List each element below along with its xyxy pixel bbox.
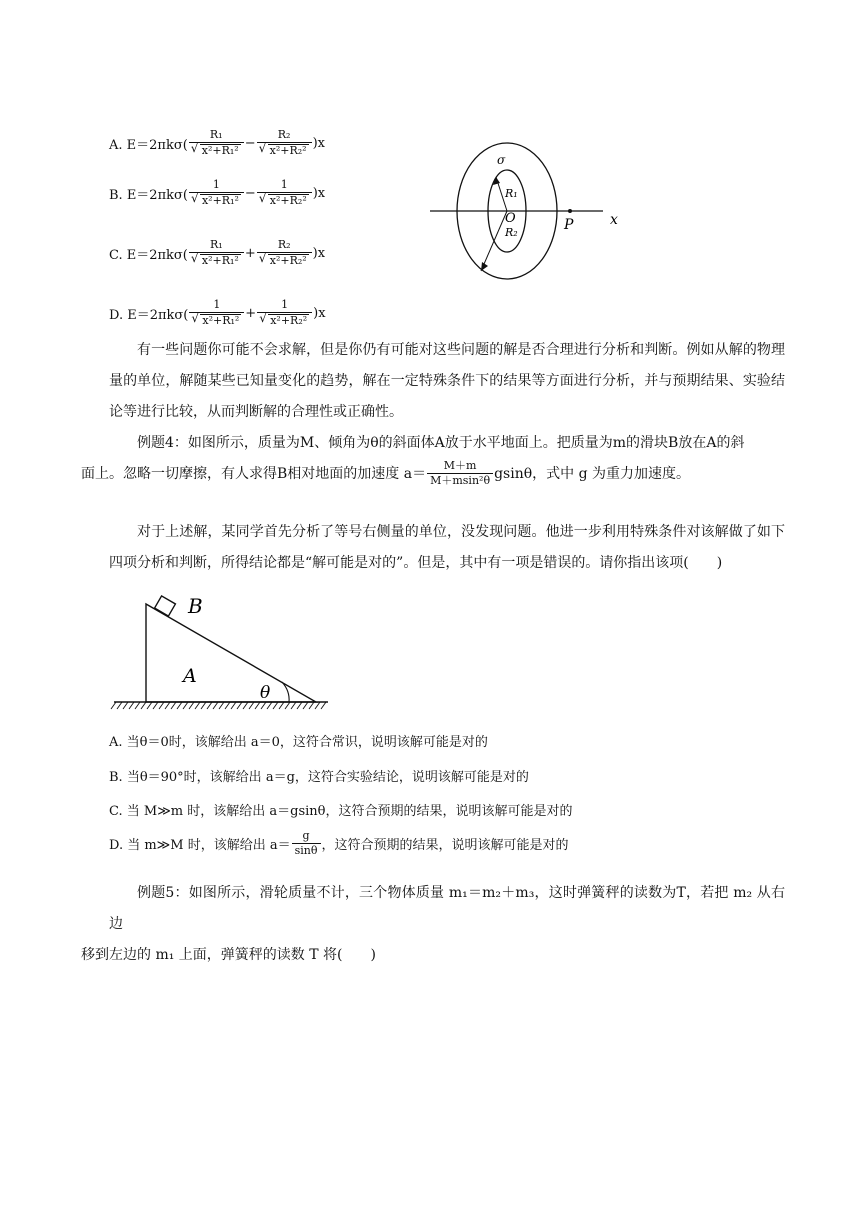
option-prefix: B. E＝2πkσ( bbox=[109, 187, 188, 203]
example5-paragraph bbox=[81, 878, 785, 971]
hatch-mark bbox=[261, 702, 266, 709]
term1-radicand: x²+R₁² bbox=[201, 143, 239, 157]
hatch-mark bbox=[183, 702, 188, 709]
term2-fraction bbox=[257, 179, 312, 207]
example4-line1: 例题4：如图所示，质量为M、倾角为θ的斜面体A放于水平地面上。把质量为m的滑块B放在A的斜 bbox=[137, 435, 745, 451]
hatch-mark bbox=[279, 702, 284, 709]
accel-numerator: M＋m bbox=[443, 459, 477, 473]
option-c bbox=[109, 233, 325, 273]
hatch-mark bbox=[165, 702, 170, 709]
accel-fraction bbox=[427, 460, 493, 487]
hatch-mark bbox=[297, 702, 302, 709]
choice-d-numerator: g bbox=[302, 829, 310, 842]
term1-fraction bbox=[189, 299, 244, 327]
hatch-mark bbox=[267, 702, 272, 709]
example4-line2-pre: 面上。忽略一切摩擦，有人求得B相对地面的加速度 a＝ bbox=[81, 466, 427, 482]
term1-denominator bbox=[189, 142, 244, 158]
term1-denominator bbox=[189, 192, 244, 208]
term1-fraction bbox=[189, 179, 244, 207]
analysis-paragraph: 对于上述解，某同学首先分析了等号右侧量的单位，没发现问题。他进一步利用特殊条件对该解做了如下四项分析和判断，所得结论都是“解可能是对的”。但是，其中有一项是错误的。请你指出该项( ) bbox=[109, 524, 785, 571]
term1-numerator: R₁ bbox=[209, 127, 223, 141]
term1-radicand: x²+R₁² bbox=[202, 313, 240, 327]
intro-paragraph: 有一些问题你可能不会求解，但是你仍有可能对这些问题的解是否合理进行分析和判断。例如从解的物理量的单位，解随某些已知量变化的趋势，解在一定特殊条件下的结果等方面进行分析，并与预期结果、实验结论等进行比较，从而判断解的合理性或正确性。 bbox=[109, 342, 785, 420]
choice-a: A. 当θ＝0时，该解给出 a＝0，这符合常识，说明该解可能是对的 bbox=[109, 735, 488, 750]
option-suffix: )x bbox=[312, 245, 326, 261]
term2-fraction bbox=[257, 129, 312, 157]
choice-d-fraction bbox=[292, 830, 321, 857]
example4-paragraph bbox=[81, 428, 785, 490]
incline-figure bbox=[110, 590, 335, 720]
p-label: P bbox=[564, 217, 574, 233]
hatch-mark bbox=[177, 702, 182, 709]
hatch-mark bbox=[135, 702, 140, 709]
hatch-mark bbox=[315, 702, 320, 709]
option-d bbox=[109, 293, 326, 333]
hatch-mark bbox=[123, 702, 128, 709]
term1-numerator: 1 bbox=[212, 177, 220, 191]
example5-line1: 例题5：如图所示，滑轮质量不计，三个物体质量 m₁＝m₂＋m₃，这时弹簧秤的读数为T，若把 m₂ 从右边 bbox=[109, 885, 785, 932]
example4-line2-post: gsinθ，式中 g 为重力加速度。 bbox=[494, 466, 691, 482]
hatch-mark bbox=[207, 702, 212, 709]
choice-c: C. 当 M≫m 时，该解给出 a＝gsinθ，这符合预期的结果，说明该解可能是对的 bbox=[109, 804, 573, 819]
hatch-mark bbox=[237, 702, 242, 709]
term2-denominator bbox=[257, 252, 312, 268]
r1-label: R₁ bbox=[505, 187, 518, 200]
hatch-mark bbox=[243, 702, 248, 709]
term2-radicand: x²+R₂² bbox=[269, 143, 307, 157]
operator: − bbox=[244, 185, 256, 201]
hatch-mark bbox=[171, 702, 176, 709]
choice-d-post: ，这符合预期的结果，说明该解可能是对的 bbox=[321, 838, 569, 854]
choice-b: B. 当θ＝90°时，该解给出 a＝g，这符合实验结论，说明该解可能是对的 bbox=[109, 770, 529, 785]
term2-numerator: R₂ bbox=[277, 127, 291, 141]
hatch-mark bbox=[321, 702, 326, 709]
r2-label: R₂ bbox=[505, 226, 518, 239]
term1-radicand: x²+R₁² bbox=[201, 193, 239, 207]
term2-numerator: 1 bbox=[281, 297, 289, 311]
hatch-mark bbox=[219, 702, 224, 709]
x-label: x bbox=[610, 212, 618, 228]
hatch-mark bbox=[153, 702, 158, 709]
hatch-mark bbox=[303, 702, 308, 709]
option-b bbox=[109, 173, 325, 213]
hatch-mark bbox=[213, 702, 218, 709]
term2-denominator bbox=[257, 142, 312, 158]
operator: + bbox=[244, 245, 256, 261]
term2-radicand: x²+R₂² bbox=[269, 253, 307, 267]
hatch-mark bbox=[159, 702, 164, 709]
term1-denominator bbox=[189, 312, 244, 328]
hatch-mark bbox=[285, 702, 290, 709]
term2-radicand: x²+R₂² bbox=[269, 193, 307, 207]
term1-radicand: x²+R₁² bbox=[201, 253, 239, 267]
term2-numerator: 1 bbox=[280, 177, 288, 191]
hatch-mark bbox=[141, 702, 146, 709]
hatch-mark bbox=[189, 702, 194, 709]
term1-numerator: R₁ bbox=[210, 237, 223, 251]
term2-fraction bbox=[257, 299, 312, 327]
ring-charge-figure bbox=[425, 140, 625, 290]
hatch-mark bbox=[147, 702, 152, 709]
a-label: A bbox=[183, 665, 197, 687]
b-label: B bbox=[188, 594, 203, 618]
hatch-mark bbox=[255, 702, 260, 709]
hatch-mark bbox=[117, 702, 122, 709]
hatch-mark bbox=[195, 702, 200, 709]
hatch-mark bbox=[225, 702, 230, 709]
term2-numerator: R₂ bbox=[277, 237, 291, 251]
hatch-mark bbox=[309, 702, 314, 709]
option-suffix: )x bbox=[313, 305, 326, 321]
term1-numerator: 1 bbox=[213, 297, 221, 311]
origin-label: O bbox=[505, 211, 516, 226]
option-prefix: D. E＝2πkσ( bbox=[109, 307, 189, 323]
hatch-mark bbox=[291, 702, 296, 709]
term1-denominator bbox=[189, 252, 244, 268]
option-prefix: C. E＝2πkσ( bbox=[109, 247, 188, 263]
hatch-mark bbox=[273, 702, 278, 709]
theta-label: θ bbox=[260, 683, 271, 703]
operator: − bbox=[244, 135, 256, 151]
term2-denominator bbox=[257, 312, 312, 328]
hatch-mark bbox=[129, 702, 134, 709]
r2-arrow bbox=[481, 211, 507, 271]
block-b bbox=[155, 596, 176, 616]
hatch-mark bbox=[201, 702, 206, 709]
hatch-mark bbox=[231, 702, 236, 709]
accel-denominator: M＋msin²θ bbox=[427, 473, 493, 488]
hatch-mark bbox=[111, 702, 116, 709]
option-suffix: )x bbox=[312, 135, 325, 151]
term1-fraction bbox=[189, 239, 244, 267]
term2-denominator bbox=[257, 192, 312, 208]
option-a bbox=[109, 123, 325, 163]
term2-radicand: x²+R₂² bbox=[270, 313, 308, 327]
sigma-label: σ bbox=[497, 153, 506, 167]
choice-d-denominator: sinθ bbox=[292, 843, 321, 858]
incline-body bbox=[146, 604, 316, 702]
operator: + bbox=[245, 305, 257, 321]
ground-hatch bbox=[111, 702, 326, 709]
point-p-dot bbox=[568, 209, 572, 213]
option-suffix: )x bbox=[312, 185, 326, 201]
hatch-mark bbox=[249, 702, 254, 709]
choice-d-pre: D. 当 m≫M 时，该解给出 a＝ bbox=[109, 838, 291, 854]
option-prefix: A. E＝2πkσ( bbox=[109, 137, 188, 153]
term2-fraction bbox=[257, 239, 312, 267]
choice-d bbox=[109, 830, 569, 857]
term1-fraction bbox=[189, 129, 244, 157]
example5-line2: 移到左边的 m₁ 上面，弹簧秤的读数 T 将( ) bbox=[81, 947, 376, 963]
